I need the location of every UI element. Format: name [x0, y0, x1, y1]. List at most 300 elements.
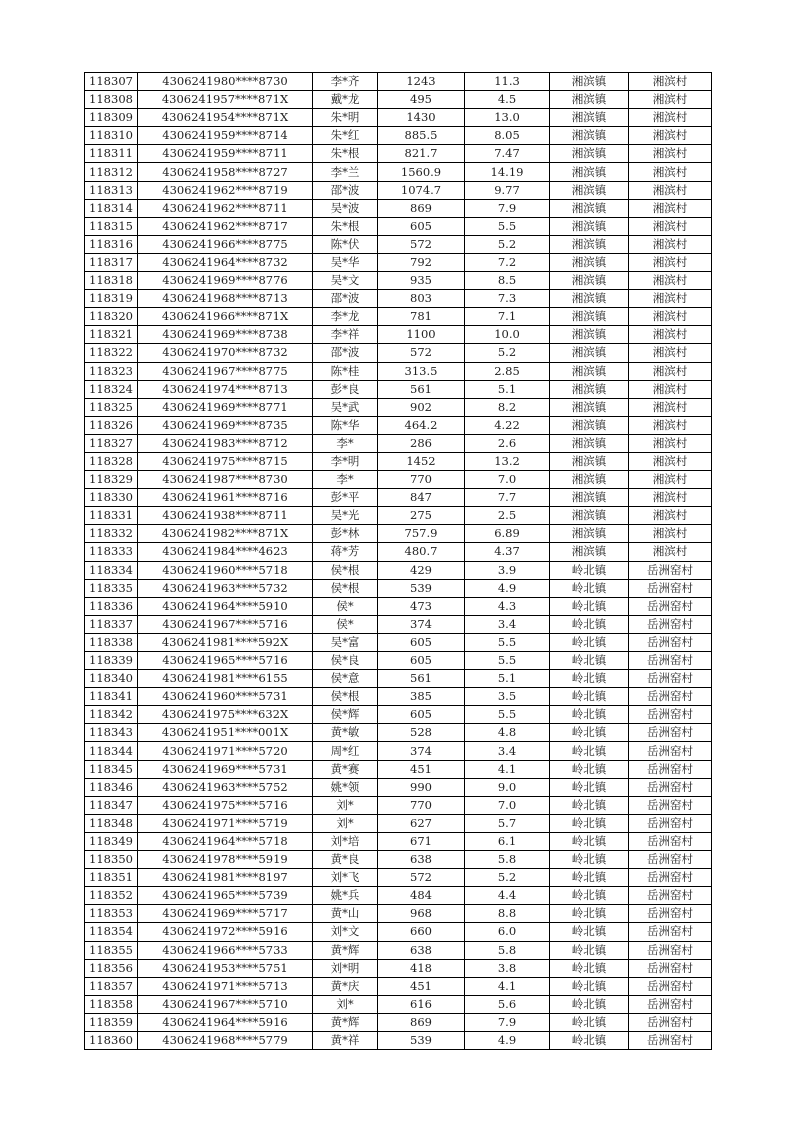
village-cell: 湘滨村 — [629, 163, 712, 181]
town-cell: 湘滨镇 — [550, 91, 629, 109]
name-cell: 侯* — [313, 615, 378, 633]
table-row — [85, 905, 712, 923]
record-id-cell: 118318 — [85, 272, 138, 290]
record-id-cell: 118351 — [85, 869, 138, 887]
id-number-cell: 4306241963****5732 — [138, 579, 313, 597]
village-cell: 岳洲窑村 — [629, 778, 712, 796]
table-row — [85, 959, 712, 977]
name-cell: 彭*良 — [313, 380, 378, 398]
village-cell: 岳洲窑村 — [629, 652, 712, 670]
village-cell: 岳洲窑村 — [629, 869, 712, 887]
record-id-cell: 118336 — [85, 597, 138, 615]
town-cell: 岭北镇 — [550, 941, 629, 959]
value-cell: 4.1 — [465, 977, 550, 995]
town-cell: 岭北镇 — [550, 760, 629, 778]
id-number-cell: 4306241969****8771 — [138, 398, 313, 416]
village-cell: 湘滨村 — [629, 471, 712, 489]
town-cell: 岭北镇 — [550, 796, 629, 814]
name-cell: 刘*飞 — [313, 869, 378, 887]
amount-cell: 638 — [378, 851, 465, 869]
table-row — [85, 380, 712, 398]
town-cell: 岭北镇 — [550, 724, 629, 742]
name-cell: 周*红 — [313, 742, 378, 760]
village-cell: 岳洲窑村 — [629, 760, 712, 778]
value-cell: 10.0 — [465, 326, 550, 344]
table-row — [85, 977, 712, 995]
record-id-cell: 118352 — [85, 887, 138, 905]
village-cell: 湘滨村 — [629, 272, 712, 290]
table-row — [85, 199, 712, 217]
village-cell: 岳洲窑村 — [629, 742, 712, 760]
table-row — [85, 995, 712, 1013]
amount-cell: 286 — [378, 434, 465, 452]
table-row — [85, 652, 712, 670]
town-cell: 湘滨镇 — [550, 362, 629, 380]
value-cell: 4.5 — [465, 91, 550, 109]
amount-cell: 627 — [378, 814, 465, 832]
amount-cell: 484 — [378, 887, 465, 905]
amount-cell: 990 — [378, 778, 465, 796]
village-cell: 湘滨村 — [629, 434, 712, 452]
record-id-cell: 118353 — [85, 905, 138, 923]
village-cell: 岳洲窑村 — [629, 832, 712, 850]
table-row — [85, 91, 712, 109]
record-id-cell: 118319 — [85, 290, 138, 308]
name-cell: 黄*赛 — [313, 760, 378, 778]
town-cell: 湘滨镇 — [550, 471, 629, 489]
value-cell: 14.19 — [465, 163, 550, 181]
name-cell: 李* — [313, 471, 378, 489]
record-id-cell: 118308 — [85, 91, 138, 109]
record-id-cell: 118342 — [85, 706, 138, 724]
town-cell: 岭北镇 — [550, 615, 629, 633]
village-cell: 湘滨村 — [629, 398, 712, 416]
village-cell: 湘滨村 — [629, 344, 712, 362]
amount-cell: 770 — [378, 471, 465, 489]
records-table-body — [85, 73, 712, 1050]
id-number-cell: 4306241966****871X — [138, 308, 313, 326]
town-cell: 岭北镇 — [550, 1031, 629, 1049]
town-cell: 湘滨镇 — [550, 127, 629, 145]
amount-cell: 869 — [378, 1013, 465, 1031]
town-cell: 岭北镇 — [550, 778, 629, 796]
town-cell: 岭北镇 — [550, 869, 629, 887]
id-number-cell: 4306241965****5739 — [138, 887, 313, 905]
table-row — [85, 670, 712, 688]
name-cell: 蒋*芳 — [313, 543, 378, 561]
table-row — [85, 941, 712, 959]
amount-cell: 770 — [378, 796, 465, 814]
village-cell: 湘滨村 — [629, 181, 712, 199]
village-cell: 岳洲窑村 — [629, 615, 712, 633]
town-cell: 岭北镇 — [550, 688, 629, 706]
name-cell: 李* — [313, 434, 378, 452]
id-number-cell: 4306241962****8719 — [138, 181, 313, 199]
record-id-cell: 118355 — [85, 941, 138, 959]
village-cell: 岳洲窑村 — [629, 597, 712, 615]
id-number-cell: 4306241967****8775 — [138, 362, 313, 380]
record-id-cell: 118359 — [85, 1013, 138, 1031]
name-cell: 朱*红 — [313, 127, 378, 145]
value-cell: 3.9 — [465, 561, 550, 579]
table-row — [85, 615, 712, 633]
value-cell: 13.2 — [465, 452, 550, 470]
record-id-cell: 118329 — [85, 471, 138, 489]
id-number-cell: 4306241984****4623 — [138, 543, 313, 561]
village-cell: 湘滨村 — [629, 91, 712, 109]
name-cell: 李*明 — [313, 452, 378, 470]
village-cell: 岳洲窑村 — [629, 941, 712, 959]
record-id-cell: 118323 — [85, 362, 138, 380]
amount-cell: 418 — [378, 959, 465, 977]
table-row — [85, 814, 712, 832]
record-id-cell: 118354 — [85, 923, 138, 941]
town-cell: 岭北镇 — [550, 887, 629, 905]
town-cell: 岭北镇 — [550, 995, 629, 1013]
record-id-cell: 118322 — [85, 344, 138, 362]
amount-cell: 605 — [378, 706, 465, 724]
value-cell: 13.0 — [465, 109, 550, 127]
amount-cell: 968 — [378, 905, 465, 923]
id-number-cell: 4306241968****5779 — [138, 1031, 313, 1049]
name-cell: 朱*根 — [313, 145, 378, 163]
name-cell: 侯*意 — [313, 670, 378, 688]
record-id-cell: 118350 — [85, 851, 138, 869]
name-cell: 彭*林 — [313, 525, 378, 543]
amount-cell: 902 — [378, 398, 465, 416]
id-number-cell: 4306241959****8714 — [138, 127, 313, 145]
table-row — [85, 724, 712, 742]
value-cell: 5.8 — [465, 941, 550, 959]
table-row — [85, 235, 712, 253]
town-cell: 湘滨镇 — [550, 235, 629, 253]
town-cell: 湘滨镇 — [550, 308, 629, 326]
table-row — [85, 272, 712, 290]
town-cell: 湘滨镇 — [550, 145, 629, 163]
id-number-cell: 4306241983****8712 — [138, 434, 313, 452]
amount-cell: 935 — [378, 272, 465, 290]
value-cell: 5.5 — [465, 633, 550, 651]
value-cell: 3.4 — [465, 742, 550, 760]
record-id-cell: 118334 — [85, 561, 138, 579]
town-cell: 湘滨镇 — [550, 434, 629, 452]
value-cell: 6.89 — [465, 525, 550, 543]
table-row — [85, 362, 712, 380]
value-cell: 3.8 — [465, 959, 550, 977]
amount-cell: 605 — [378, 652, 465, 670]
id-number-cell: 4306241968****8713 — [138, 290, 313, 308]
id-number-cell: 4306241974****8713 — [138, 380, 313, 398]
records-table — [84, 72, 712, 1050]
village-cell: 岳洲窑村 — [629, 995, 712, 1013]
name-cell: 黄*辉 — [313, 941, 378, 959]
amount-cell: 572 — [378, 344, 465, 362]
id-number-cell: 4306241967****5716 — [138, 615, 313, 633]
amount-cell: 803 — [378, 290, 465, 308]
town-cell: 湘滨镇 — [550, 109, 629, 127]
id-number-cell: 4306241960****5718 — [138, 561, 313, 579]
id-number-cell: 4306241970****8732 — [138, 344, 313, 362]
table-row — [85, 145, 712, 163]
amount-cell: 572 — [378, 235, 465, 253]
name-cell: 黄*庆 — [313, 977, 378, 995]
record-id-cell: 118346 — [85, 778, 138, 796]
town-cell: 湘滨镇 — [550, 73, 629, 91]
value-cell: 9.0 — [465, 778, 550, 796]
id-number-cell: 4306241962****8717 — [138, 217, 313, 235]
town-cell: 岭北镇 — [550, 706, 629, 724]
town-cell: 湘滨镇 — [550, 290, 629, 308]
village-cell: 岳洲窑村 — [629, 796, 712, 814]
id-number-cell: 4306241975****632X — [138, 706, 313, 724]
id-number-cell: 4306241980****8730 — [138, 73, 313, 91]
name-cell: 侯*辉 — [313, 706, 378, 724]
value-cell: 5.5 — [465, 652, 550, 670]
value-cell: 5.5 — [465, 706, 550, 724]
record-id-cell: 118332 — [85, 525, 138, 543]
name-cell: 侯*良 — [313, 652, 378, 670]
amount-cell: 605 — [378, 217, 465, 235]
name-cell: 吴*光 — [313, 507, 378, 525]
village-cell: 岳洲窑村 — [629, 688, 712, 706]
table-row — [85, 869, 712, 887]
village-cell: 岳洲窑村 — [629, 814, 712, 832]
town-cell: 湘滨镇 — [550, 163, 629, 181]
village-cell: 湘滨村 — [629, 380, 712, 398]
value-cell: 4.37 — [465, 543, 550, 561]
name-cell: 李*齐 — [313, 73, 378, 91]
name-cell: 姚*领 — [313, 778, 378, 796]
value-cell: 7.0 — [465, 471, 550, 489]
town-cell: 湘滨镇 — [550, 326, 629, 344]
record-id-cell: 118312 — [85, 163, 138, 181]
village-cell: 湘滨村 — [629, 290, 712, 308]
town-cell: 岭北镇 — [550, 579, 629, 597]
town-cell: 湘滨镇 — [550, 380, 629, 398]
amount-cell: 671 — [378, 832, 465, 850]
id-number-cell: 4306241938****8711 — [138, 507, 313, 525]
record-id-cell: 118333 — [85, 543, 138, 561]
value-cell: 4.4 — [465, 887, 550, 905]
name-cell: 陈*桂 — [313, 362, 378, 380]
value-cell: 5.7 — [465, 814, 550, 832]
amount-cell: 1074.7 — [378, 181, 465, 199]
town-cell: 湘滨镇 — [550, 489, 629, 507]
id-number-cell: 4306241982****871X — [138, 525, 313, 543]
id-number-cell: 4306241967****5710 — [138, 995, 313, 1013]
table-row — [85, 290, 712, 308]
record-id-cell: 118348 — [85, 814, 138, 832]
table-row — [85, 181, 712, 199]
name-cell: 刘* — [313, 796, 378, 814]
village-cell: 湘滨村 — [629, 416, 712, 434]
value-cell: 8.05 — [465, 127, 550, 145]
record-id-cell: 118337 — [85, 615, 138, 633]
record-id-cell: 118309 — [85, 109, 138, 127]
value-cell: 3.4 — [465, 615, 550, 633]
amount-cell: 869 — [378, 199, 465, 217]
town-cell: 岭北镇 — [550, 814, 629, 832]
table-row — [85, 851, 712, 869]
record-id-cell: 118313 — [85, 181, 138, 199]
amount-cell: 275 — [378, 507, 465, 525]
village-cell: 岳洲窑村 — [629, 579, 712, 597]
value-cell: 4.3 — [465, 597, 550, 615]
record-id-cell: 118324 — [85, 380, 138, 398]
town-cell: 湘滨镇 — [550, 525, 629, 543]
town-cell: 岭北镇 — [550, 633, 629, 651]
name-cell: 李*祥 — [313, 326, 378, 344]
value-cell: 2.85 — [465, 362, 550, 380]
name-cell: 侯* — [313, 597, 378, 615]
table-row — [85, 760, 712, 778]
table-row — [85, 832, 712, 850]
village-cell: 湘滨村 — [629, 235, 712, 253]
name-cell: 刘*文 — [313, 923, 378, 941]
value-cell: 9.77 — [465, 181, 550, 199]
village-cell: 湘滨村 — [629, 217, 712, 235]
village-cell: 湘滨村 — [629, 525, 712, 543]
table-row — [85, 688, 712, 706]
town-cell: 岭北镇 — [550, 905, 629, 923]
table-row — [85, 1013, 712, 1031]
amount-cell: 528 — [378, 724, 465, 742]
village-cell: 湘滨村 — [629, 452, 712, 470]
town-cell: 岭北镇 — [550, 977, 629, 995]
town-cell: 湘滨镇 — [550, 416, 629, 434]
record-id-cell: 118344 — [85, 742, 138, 760]
id-number-cell: 4306241964****8732 — [138, 253, 313, 271]
amount-cell: 885.5 — [378, 127, 465, 145]
village-cell: 湘滨村 — [629, 326, 712, 344]
id-number-cell: 4306241969****5717 — [138, 905, 313, 923]
record-id-cell: 118310 — [85, 127, 138, 145]
id-number-cell: 4306241958****8727 — [138, 163, 313, 181]
value-cell: 6.1 — [465, 832, 550, 850]
table-row — [85, 543, 712, 561]
name-cell: 邵*波 — [313, 290, 378, 308]
table-row — [85, 525, 712, 543]
village-cell: 岳洲窑村 — [629, 561, 712, 579]
town-cell: 湘滨镇 — [550, 199, 629, 217]
name-cell: 吴*华 — [313, 253, 378, 271]
town-cell: 湘滨镇 — [550, 181, 629, 199]
record-id-cell: 118356 — [85, 959, 138, 977]
value-cell: 11.3 — [465, 73, 550, 91]
town-cell: 岭北镇 — [550, 1013, 629, 1031]
name-cell: 黄*辉 — [313, 1013, 378, 1031]
value-cell: 4.9 — [465, 1031, 550, 1049]
id-number-cell: 4306241981****8197 — [138, 869, 313, 887]
table-row — [85, 561, 712, 579]
id-number-cell: 4306241964****5910 — [138, 597, 313, 615]
amount-cell: 561 — [378, 380, 465, 398]
table-row — [85, 416, 712, 434]
village-cell: 湘滨村 — [629, 362, 712, 380]
village-cell: 岳洲窑村 — [629, 959, 712, 977]
id-number-cell: 4306241971****5720 — [138, 742, 313, 760]
id-number-cell: 4306241960****5731 — [138, 688, 313, 706]
record-id-cell: 118330 — [85, 489, 138, 507]
record-id-cell: 118311 — [85, 145, 138, 163]
record-id-cell: 118327 — [85, 434, 138, 452]
value-cell: 5.2 — [465, 235, 550, 253]
record-id-cell: 118325 — [85, 398, 138, 416]
value-cell: 7.9 — [465, 1013, 550, 1031]
value-cell: 5.8 — [465, 851, 550, 869]
value-cell: 8.2 — [465, 398, 550, 416]
village-cell: 湘滨村 — [629, 253, 712, 271]
town-cell: 岭北镇 — [550, 561, 629, 579]
id-number-cell: 4306241959****8711 — [138, 145, 313, 163]
amount-cell: 464.2 — [378, 416, 465, 434]
id-number-cell: 4306241966****8775 — [138, 235, 313, 253]
village-cell: 湘滨村 — [629, 489, 712, 507]
name-cell: 吴*波 — [313, 199, 378, 217]
value-cell: 8.8 — [465, 905, 550, 923]
village-cell: 岳洲窑村 — [629, 923, 712, 941]
name-cell: 侯*根 — [313, 688, 378, 706]
amount-cell: 539 — [378, 579, 465, 597]
table-row — [85, 887, 712, 905]
table-row — [85, 217, 712, 235]
village-cell: 岳洲窑村 — [629, 1031, 712, 1049]
town-cell: 湘滨镇 — [550, 507, 629, 525]
record-id-cell: 118307 — [85, 73, 138, 91]
village-cell: 岳洲窑村 — [629, 977, 712, 995]
value-cell: 5.2 — [465, 344, 550, 362]
id-number-cell: 4306241966****5733 — [138, 941, 313, 959]
id-number-cell: 4306241975****8715 — [138, 452, 313, 470]
village-cell: 岳洲窑村 — [629, 724, 712, 742]
village-cell: 岳洲窑村 — [629, 887, 712, 905]
record-id-cell: 118349 — [85, 832, 138, 850]
amount-cell: 480.7 — [378, 543, 465, 561]
table-row — [85, 326, 712, 344]
name-cell: 吴*文 — [313, 272, 378, 290]
table-row — [85, 778, 712, 796]
town-cell: 岭北镇 — [550, 742, 629, 760]
table-row — [85, 923, 712, 941]
town-cell: 湘滨镇 — [550, 217, 629, 235]
id-number-cell: 4306241961****8716 — [138, 489, 313, 507]
table-row — [85, 163, 712, 181]
id-number-cell: 4306241969****8735 — [138, 416, 313, 434]
village-cell: 岳洲窑村 — [629, 706, 712, 724]
table-row — [85, 579, 712, 597]
table-row — [85, 489, 712, 507]
record-id-cell: 118341 — [85, 688, 138, 706]
record-id-cell: 118335 — [85, 579, 138, 597]
table-row — [85, 597, 712, 615]
name-cell: 吴*富 — [313, 633, 378, 651]
record-id-cell: 118343 — [85, 724, 138, 742]
name-cell: 李*龙 — [313, 308, 378, 326]
id-number-cell: 4306241963****5752 — [138, 778, 313, 796]
amount-cell: 757.9 — [378, 525, 465, 543]
value-cell: 5.1 — [465, 380, 550, 398]
amount-cell: 605 — [378, 633, 465, 651]
table-row — [85, 742, 712, 760]
name-cell: 李*兰 — [313, 163, 378, 181]
amount-cell: 572 — [378, 869, 465, 887]
town-cell: 岭北镇 — [550, 923, 629, 941]
amount-cell: 429 — [378, 561, 465, 579]
value-cell: 4.22 — [465, 416, 550, 434]
value-cell: 6.0 — [465, 923, 550, 941]
value-cell: 8.5 — [465, 272, 550, 290]
amount-cell: 451 — [378, 760, 465, 778]
